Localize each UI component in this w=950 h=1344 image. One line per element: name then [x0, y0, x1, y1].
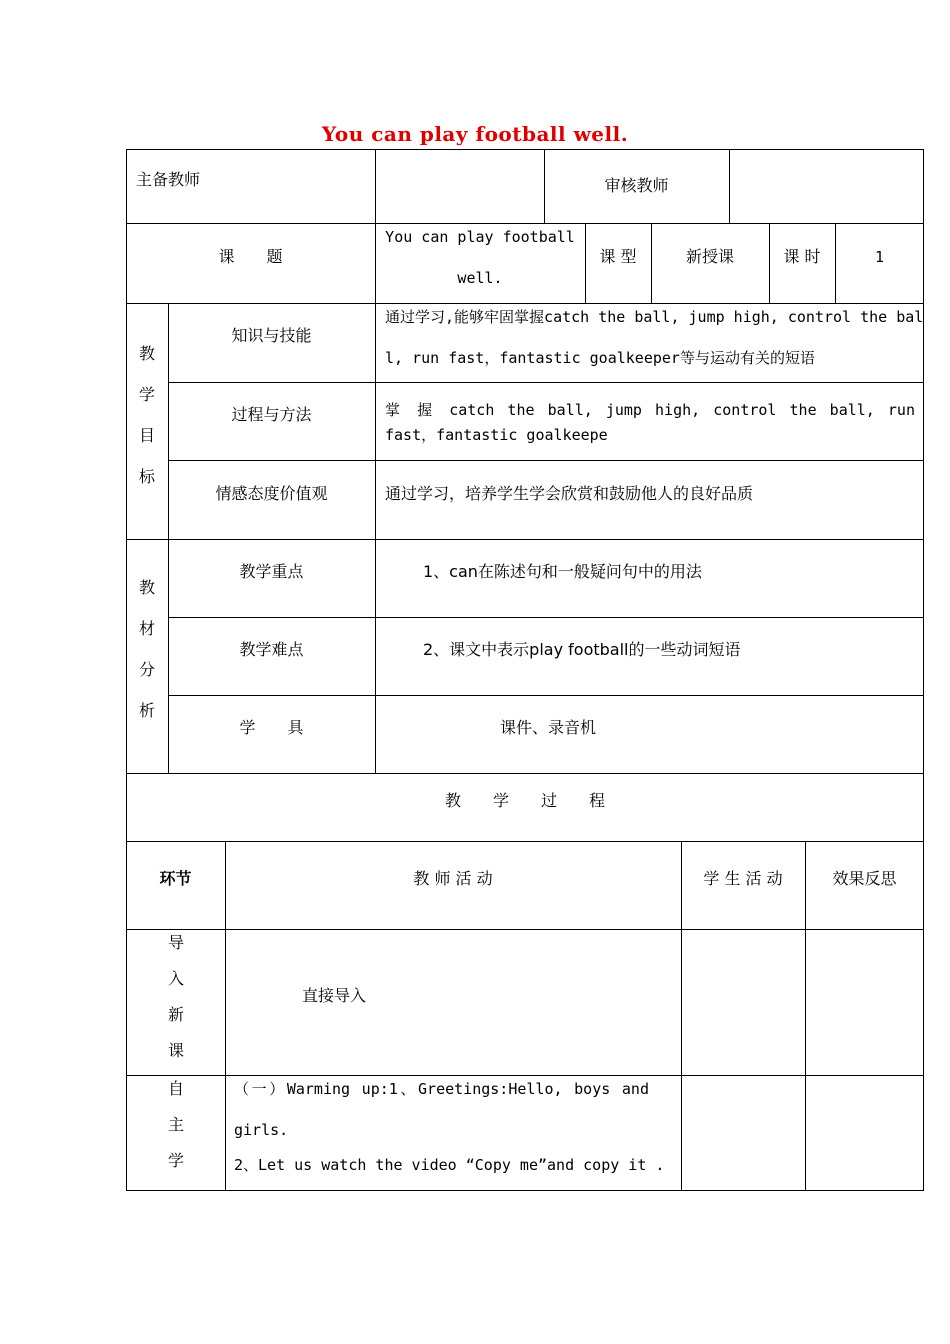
- stage-intro-label: 导 入 新 课: [167, 933, 184, 1060]
- document-title: You can play football well.: [321, 122, 629, 146]
- material-value-tools: 课件、录音机: [500, 718, 597, 737]
- lead-teacher-label: 主备教师: [136, 170, 201, 189]
- teacher-activity-intro: 直接导入: [302, 986, 367, 1005]
- lesson-hours-value: 1: [874, 248, 885, 266]
- objective-process-line1: 掌 握 catch the ball, jump high, control the ball, run: [385, 401, 915, 419]
- lesson-plan-table: [126, 149, 924, 1191]
- lesson-type-label: 课 型: [599, 247, 637, 266]
- objective-label-process: 过程与方法: [231, 405, 312, 424]
- topic-label: 课 题: [218, 247, 283, 266]
- col-header-stage: 环节: [159, 869, 192, 888]
- objective-label-emotion: 情感态度价值观: [215, 484, 328, 503]
- material-value-difficult: 2、课文中表示play football的一些动词短语: [423, 640, 741, 659]
- process-heading: 教 学 过 程: [444, 791, 605, 810]
- objective-label-knowledge: 知识与技能: [231, 326, 312, 345]
- objective-knowledge-line2: l, run fast，fantastic goalkeeper等与运动有关的短语: [385, 349, 815, 367]
- objective-process-line2: fast，fantastic goalkeepe: [385, 426, 608, 444]
- col-header-student: 学 生 活 动: [703, 869, 783, 888]
- reviewer-label: 审核教师: [604, 176, 669, 195]
- stage-self-study-label: 自 主 学: [167, 1079, 184, 1170]
- material-label-difficult: 教学难点: [239, 640, 304, 659]
- material-label-tools: 学 具: [239, 718, 304, 737]
- objectives-group-label: 教 学 目 标: [138, 344, 155, 486]
- topic-value-line1: You can play football: [385, 228, 575, 246]
- objective-emotion-line1: 通过学习，培养学生学会欣赏和鼓励他人的良好品质: [385, 484, 754, 503]
- col-header-reflection: 效果反思: [832, 869, 897, 888]
- lesson-type-value: 新授课: [685, 247, 734, 266]
- teacher-activity-warmup-line2: girls.: [234, 1121, 289, 1139]
- materials-group-label: 教 材 分 析: [138, 578, 155, 720]
- material-label-key: 教学重点: [239, 562, 304, 581]
- topic-value-line2: well.: [457, 269, 503, 287]
- col-header-teacher: 教 师 活 动: [413, 869, 493, 888]
- objective-knowledge-line1: 通过学习,能够牢固掌握catch the ball, jump high, control the bal: [385, 308, 924, 326]
- lesson-hours-label: 课 时: [783, 247, 821, 266]
- material-value-key: 1、can在陈述句和一般疑问句中的用法: [423, 562, 702, 581]
- teacher-activity-warmup-line3: 2、Let us watch the video “Copy me”and copy it .: [234, 1156, 665, 1174]
- teacher-activity-warmup-line1: （一）Warming up:1、Greetings:Hello, boys and: [234, 1080, 649, 1098]
